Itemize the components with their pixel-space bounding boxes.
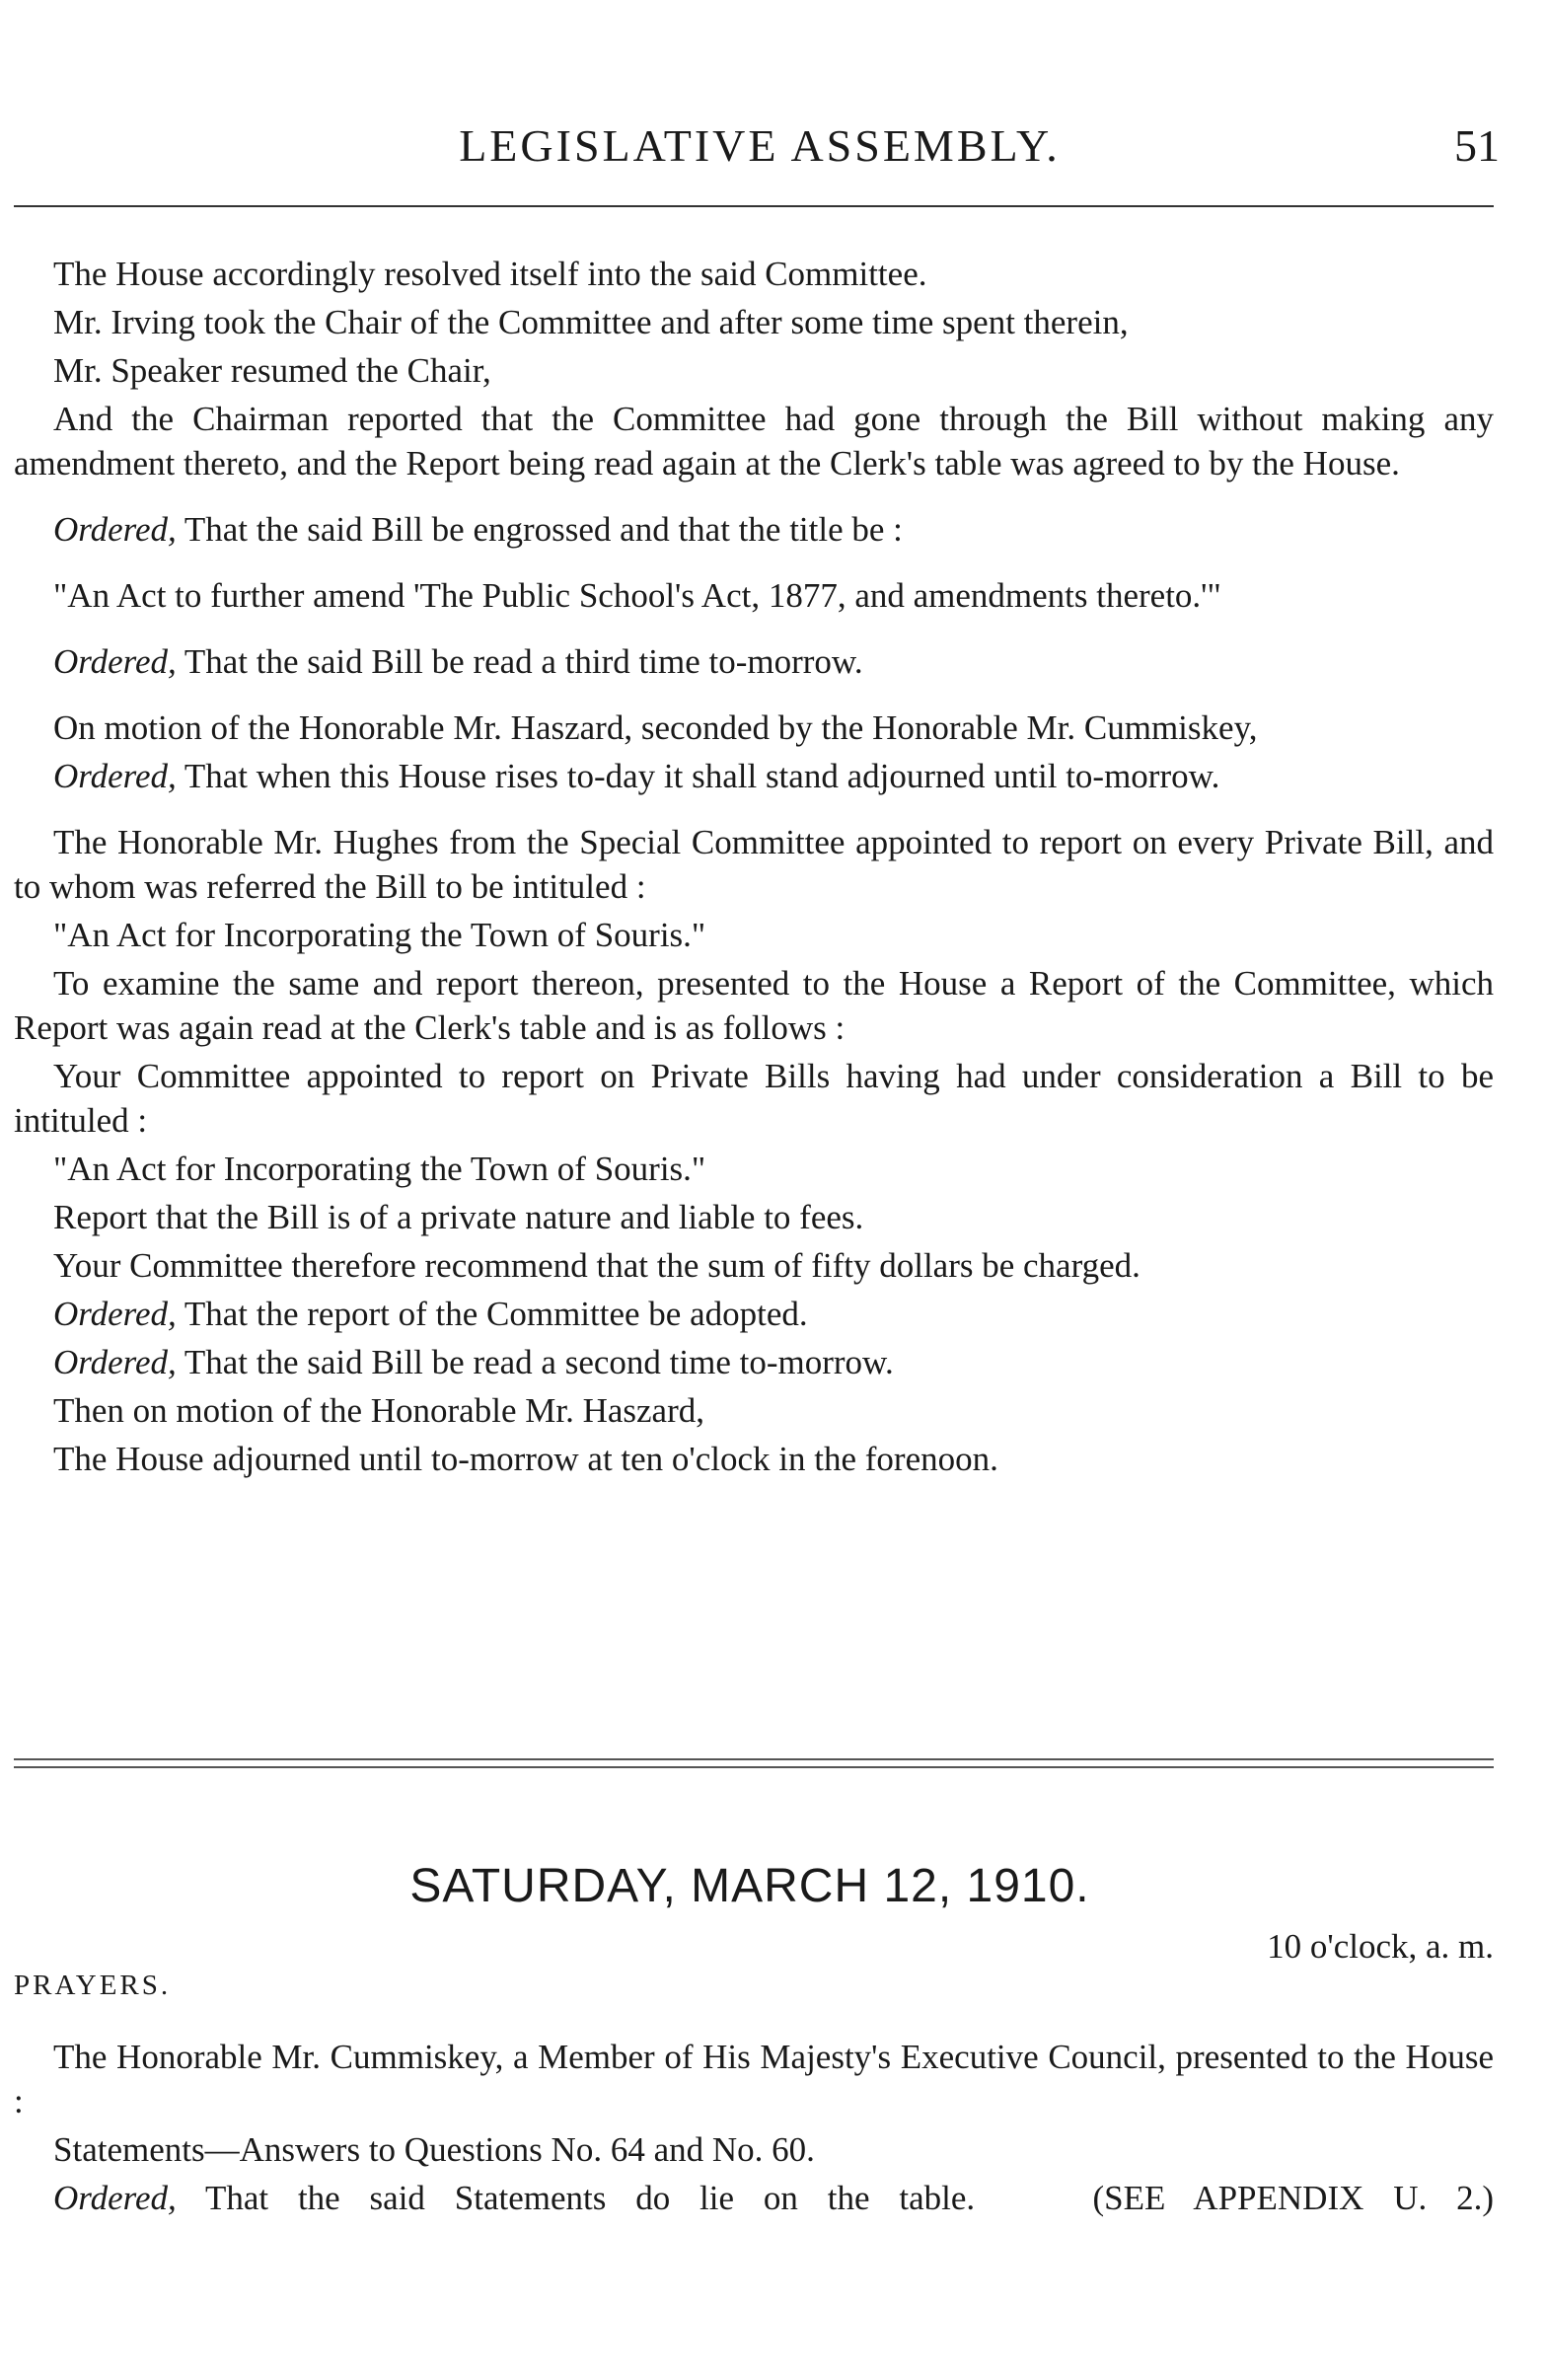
page-number: 51	[1454, 120, 1500, 171]
paragraph: Ordered, That the said Bill be read a second time to-morrow.	[53, 1343, 894, 1381]
paragraph: Ordered, That the report of the Committee be adopted.	[53, 1295, 808, 1333]
sitting-date-heading: SATURDAY, MARCH 12, 1910.	[409, 1860, 1090, 1912]
page-header	[0, 116, 1545, 176]
header-rule	[14, 205, 1494, 207]
paragraph: The House accordingly resolved itself into the said Committee.	[53, 255, 927, 293]
prayers-heading: PRAYERS.	[14, 1970, 172, 2001]
paragraph: On motion of the Honorable Mr. Haszard, seconded by the Honorable Mr. Cummiskey,	[53, 708, 1258, 747]
paragraph: The Honorable Mr. Hughes from the Special Committee appointed to report on every Private Bill, and to whom was referred the Bill to be intituled :	[14, 823, 1494, 906]
paragraph: The Honorable Mr. Cummiskey, a Member of His Majesty's Executive Council, presented to the House :	[14, 2038, 1494, 2120]
running-head: LEGISLATIVE ASSEMBLY.	[459, 120, 1061, 171]
appendix-reference: (SEE APPENDIX U. 2.)	[1092, 2179, 1495, 2217]
paragraph: "An Act for Incorporating the Town of Souris."	[53, 916, 706, 954]
ordered-lead: Ordered,	[53, 510, 177, 549]
ordered-lead: Ordered,	[53, 1343, 177, 1381]
paragraph: Ordered, That when this House rises to-day it shall stand adjourned until to-morrow.	[53, 757, 1220, 795]
paragraph: Ordered, That the said Bill be engrossed and that the title be :	[53, 510, 903, 549]
ordered-lead: Ordered,	[53, 642, 177, 681]
paragraph: Ordered, That the said Statements do lie on the table. (SEE APPENDIX U. 2.)	[53, 2179, 1495, 2217]
paragraph: Your Committee appointed to report on Private Bills having had under consideration a Bill to be intituled :	[14, 1057, 1494, 1140]
paragraph: "An Act to further amend 'The Public School's Act, 1877, and amendments thereto.'"	[53, 576, 1221, 615]
paragraph: Mr. Speaker resumed the Chair,	[53, 351, 491, 390]
paragraph: Then on motion of the Honorable Mr. Haszard,	[53, 1391, 704, 1430]
paragraph: The House adjourned until to-morrow at ten o'clock in the forenoon.	[53, 1440, 998, 1478]
paragraph: Ordered, That the said Bill be read a third time to-morrow.	[53, 642, 863, 681]
proceedings-text	[14, 252, 1494, 1485]
paragraph: Your Committee therefore recommend that the sum of fifty dollars be charged.	[53, 1246, 1140, 1285]
paragraph: Mr. Irving took the Chair of the Committee and after some time spent therein,	[53, 303, 1129, 341]
paragraph: "An Act for Incorporating the Town of Souris."	[53, 1150, 706, 1188]
paragraph: Statements—Answers to Questions No. 64 and No. 60.	[53, 2130, 815, 2169]
paragraph: And the Chairman reported that the Committee had gone through the Bill without making any amendment thereto, and the Report being read again at the Clerk's table was agreed to by the House.	[14, 400, 1494, 483]
paragraph: To examine the same and report thereon, presented to the House a Report of the Committee, which Report was again read at the Clerk's table and is as follows :	[14, 964, 1494, 1047]
section-divider	[14, 1758, 1494, 1768]
paragraph: Report that the Bill is of a private nature and liable to fees.	[53, 1198, 864, 1236]
sitting-proceedings-text	[14, 2035, 1494, 2224]
sitting-time: 10 o'clock, a. m.	[1267, 1927, 1494, 1966]
ordered-lead: Ordered,	[53, 1295, 177, 1333]
ordered-lead: Ordered,	[53, 757, 177, 795]
ordered-lead: Ordered,	[53, 2179, 177, 2217]
